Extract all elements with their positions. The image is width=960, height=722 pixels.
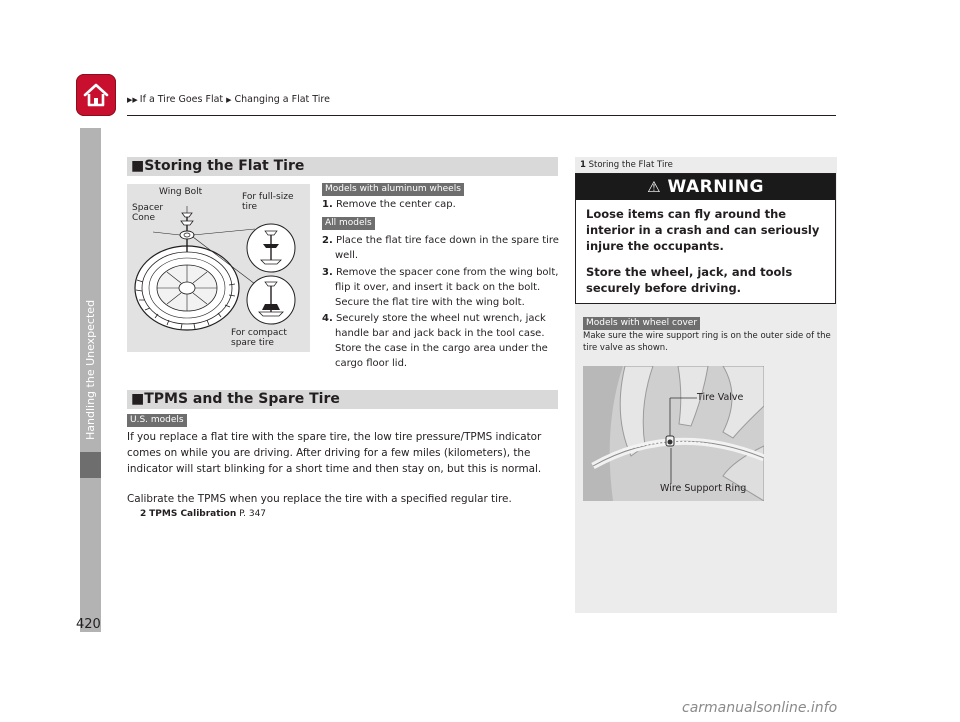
figure-label-compact: For compact spare tire	[231, 328, 287, 348]
wheel-cover-note: Make sure the wire support ring is on the outer side of the tire valve as shown.	[583, 331, 831, 353]
step-text: Securely store the wheel nut wrench, jack handle bar and jack back in the tool case. Store the case in the cargo area under the cargo floor lid.	[335, 313, 548, 369]
step-4	[322, 311, 570, 371]
step-number: 3.	[322, 267, 333, 278]
home-button[interactable]	[76, 74, 116, 116]
tag-aluminum-wheels: Models with aluminum wheels	[322, 183, 464, 196]
xref-label: TPMS Calibration	[149, 509, 237, 519]
chevron-icon: ▶▶	[127, 96, 138, 104]
xref-arrow-icon: 2	[140, 509, 147, 519]
xref-page: P. 347	[239, 509, 267, 519]
step-number: 1.	[322, 199, 333, 210]
home-icon	[82, 81, 110, 109]
warning-box	[575, 173, 836, 304]
step-number: 2.	[322, 235, 333, 246]
photo-label-wire-support-ring: Wire Support Ring	[660, 483, 747, 494]
side-tab-marker	[80, 452, 101, 478]
step-1	[322, 197, 557, 212]
breadcrumb-link-if-a-tire-goes-flat[interactable]: If a Tire Goes Flat	[139, 94, 224, 105]
breadcrumb	[127, 94, 330, 105]
tpms-calibrate-paragraph: Calibrate the TPMS when you replace the tire with a specified regular tire.	[127, 493, 512, 505]
breadcrumb-current[interactable]: Changing a Flat Tire	[234, 94, 330, 105]
note-reference-icon: 1	[580, 160, 586, 170]
warning-text-loose-items: Loose items can fly around the interior in a crash and can seriously injure the occupants.	[586, 207, 820, 253]
step-3	[322, 265, 570, 310]
spare-tire-figure	[127, 184, 310, 352]
figure-label-wing-bolt: Wing Bolt	[159, 187, 203, 197]
photo-label-tire-valve: Tire Valve	[697, 392, 744, 403]
section-heading-storing-flat-tire: ■Storing the Flat Tire	[127, 157, 558, 176]
figure-label-spacer-cone: Spacer Cone	[132, 203, 164, 223]
tag-wheel-cover: Models with wheel cover	[583, 317, 700, 330]
warning-text-store-securely: Store the wheel, jack, and tools securely before driving.	[586, 265, 793, 295]
step-text: Remove the spacer cone from the wing bolt, flip it over, and insert it back on the bolt. Secure the flat tire with the wing bolt.	[335, 267, 559, 308]
warning-heading	[576, 174, 835, 200]
step-number: 4.	[322, 313, 333, 324]
tag-us-models: U.S. models	[127, 414, 187, 427]
step-text: Place the flat tire face down in the spare tire well.	[335, 235, 559, 261]
warning-triangle-icon: ⚠	[647, 178, 662, 196]
page-number: 420	[76, 617, 101, 632]
figure-label-full-size: For full-size tire	[242, 192, 294, 212]
warning-heading-text: WARNING	[667, 177, 764, 197]
notes-title-text: Storing the Flat Tire	[588, 160, 673, 170]
watermark: carmanualsonline.info	[682, 700, 838, 716]
notes-title	[580, 160, 673, 170]
header-divider	[127, 115, 836, 116]
step-2	[322, 233, 570, 263]
wheel-cover-illustration	[583, 366, 764, 501]
side-tab-label: Handling the Unexpected	[84, 299, 97, 440]
tpms-paragraph: If you replace a flat tire with the spare tire, the low tire pressure/TPMS indicator comes on while you are driving. After driving for a few miles (kilometers), the indicator will start blinking for a short time and then stay on, but this is normal.	[127, 431, 542, 475]
xref-tpms-calibration[interactable]	[140, 509, 266, 519]
step-text: Remove the center cap.	[335, 199, 456, 210]
tag-all-models: All models	[322, 217, 375, 230]
wheel-cover-photo	[583, 366, 764, 501]
chevron-icon: ▶	[226, 96, 232, 104]
section-heading-tpms-spare: ■TPMS and the Spare Tire	[127, 390, 558, 409]
